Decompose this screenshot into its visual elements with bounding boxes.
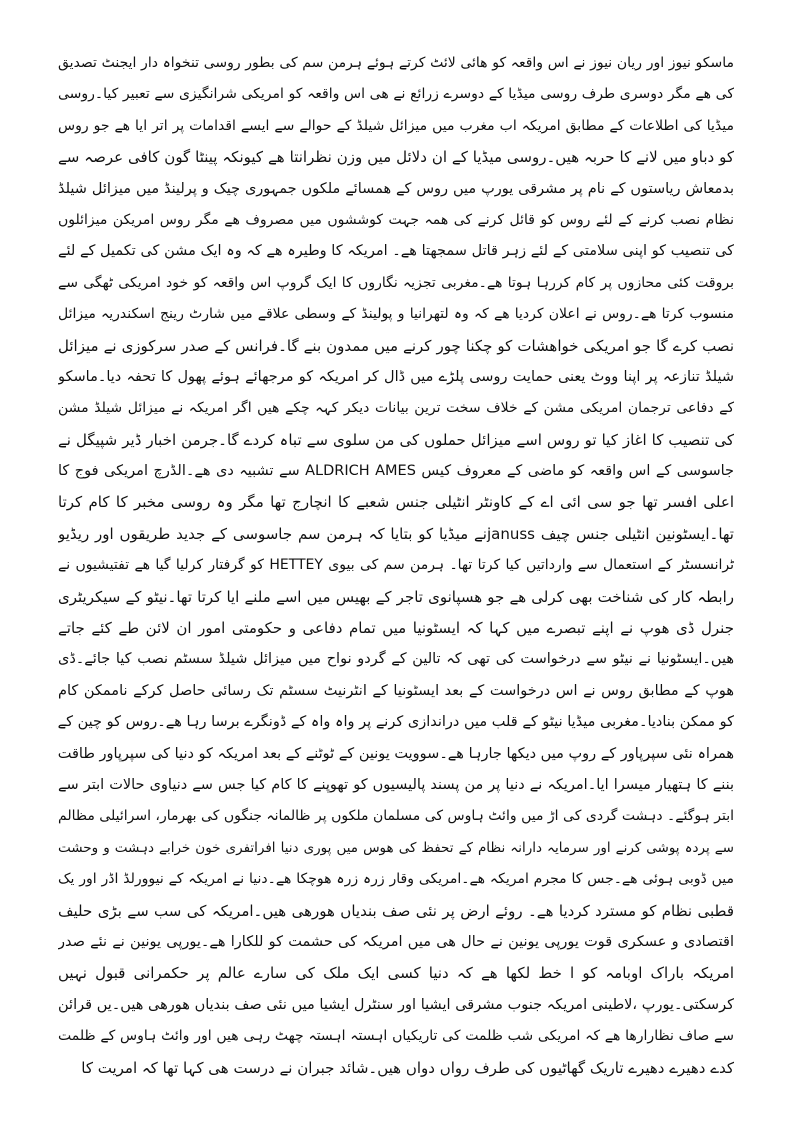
text-line: بروقت کئی محازوں پر کام کررہا ہوتا ھے۔مغربی تجزیہ نگاروں کا ایک گروپ اس واقعہ کو خود امریکی ٹھگی سے <box>58 274 734 291</box>
text-line: اقتصادی و عسکری قوت یورپی یونین نے حال ھی میں امریکہ کی حشمت کو للکارا ھے۔یورپی یونین نے نئے صدر <box>58 933 734 950</box>
text-line: منسوب کرتا ھے۔روس نے اعلان کردیا ھے کہ وہ لتھرانیا و پولینڈ کے وسطی علاقے میں شارٹ رینج اسکندریہ میزائل <box>58 306 734 323</box>
text-line: بننے کا ہتھیار میسرا ایا۔امریکہ نے دنیا پر من پسند پالیسیوں کو تھوپنے کا کام کیا جس سے دنیاوی حالات ابتر سے <box>58 776 734 793</box>
text-line: کو دباو میں لانے کا حربہ ھیں۔روسی میڈیا کے ان دلائل میں وزن نظرانتا ھے کیونکہ پینٹا گون کافی عرصہ سے <box>58 148 734 167</box>
text-line: سے صاف نظارارھا ھے کہ امریکی شب ظلمت کی تاریکیاں اہستہ اہستہ چھٹ رہی ھیں اور وائٹ ہاوس کے ظلمت <box>58 1028 734 1045</box>
text-line: کرسکتی۔یورپ ،لاطینی امریکہ جنوب مشرقی ایشیا اور سنٹرل ایشیا میں نئی صف بندیاں ھورھی ھیں۔یں قرائن <box>58 996 734 1013</box>
text-line: کی تنصیب کو اپنی سلامتی کے لئے زہر قاتل سمجھتا ھے۔ امریکہ کا وطیرہ ھے کہ وہ ایک مشن کی تکمیل کے لئے <box>58 243 734 260</box>
text-line: میڈیا کی اطلاعات کے مطابق امریکہ اب مغرب میں میزائل شیلڈ کے حوالے سے ایسے اقدامات پر اتر ایا ھے جو روس <box>58 117 734 134</box>
text-line: میں ڈوبی ہوئی ھے۔جس کا مجرم امریکہ ھے۔امریکی وقار زرہ زرہ ھوچکا ھے۔دنیا نے امریکہ کے نیوورلڈ اڈر اور یک <box>58 871 734 888</box>
text-line: ھمراہ نئی سپرپاور کے روپ میں دیکھا جارہا ھے۔سوویت یونین کے ٹوٹنے کے بعد امریکہ کو دنیا کی سپرپاور طاقت <box>58 745 734 762</box>
text-line: جاسوسی کے اس واقعہ کو ماضی کے معروف کیس ALDRICH AMES سے تشبیہ دی ھے۔الڈرچ امریکی فوج کا <box>58 463 734 480</box>
text-line: اعلی افسر تھا جو سی ائی اے کے کاونٹر انٹیلی جنس شعبے کا انچارج تھا مگر وہ روسی مخبر کا کام کرتا <box>58 493 734 512</box>
text-line: امریکہ باراک اوبامہ کو ا خط لکھا ھے کہ دنیا کسی ایک ملک کی سارے عالم پر حکمرانی قبول نہیں <box>58 964 734 983</box>
text-line: نصب کرے گا جو امریکی خواھشات کو چکنا چور کرنے میں ممدون بنے گا۔فرانس کے صدر سرکوزی نے میزائل <box>58 336 734 355</box>
text-line: شیلڈ تنازعہ پر اپنا ووٹ یعنی حمایت روسی پلڑے میں ڈال کر امریکہ کو مرجھائے ہوئے پھول کا تحفہ دیا۔ماسکو <box>58 368 734 385</box>
text-line: ٹرانسسٹر کے استعمال سے وارداتیں کیا کرتا تھا۔ ہرمن سم کی بیوی HETTEY کو گرفتار کرلیا گیا ھے تفتیشیوں نے <box>58 557 734 574</box>
text-line: کدے دھیرے دھیرے تاریک گھاٹیوں کی طرف رواں دواں ھیں۔شائد جبران نے درست ھی کہا تھا کہ امریت کا <box>81 1058 734 1077</box>
article-body <box>58 48 734 1084</box>
text-line: قطبی نظام کو مسترد کردیا ھے۔ روئے ارض پر نئی صف بندیاں ھورھی ھیں۔امریکہ کی سب سے بڑی حلیف <box>58 901 734 920</box>
text-line: کی ھے مگر دوسری طرف روسی میڈیا کے دوسرے زرائع نے ھی اس واقعہ کو امریکی شرانگیزی سے تعبیر کیا۔روسی <box>58 86 734 103</box>
text-line: سے پردہ پوشی کرنے اور سرمایہ دارانہ نظام کے تحفظ کی ھوس میں پوری دنیا افراتفری خون خرابے دہشت و وحشت <box>58 839 734 856</box>
text-line: رابطہ کار کی شناخت بھی کرلی ھے جو ھسپانوی تاجر کے بھیس میں اسے ملنے ایا کرتا تھا۔نیٹو کے سیکریٹری <box>58 587 734 606</box>
text-line: کو ممکن بنادیا۔مغربی میڈیا نیٹو کے قلب میں دراندازی کرنے پر واہ واہ کے ڈونگرے برسا رہا ھے۔روس کو چین کے <box>58 714 734 731</box>
text-line: کی تنصیب کا اغاز کیا تو روس اسے میزائل حملوں کی من سلوی سے تباہ کردے گا۔جرمن اخبار ڈیر شپیگل نے <box>58 430 734 449</box>
text-line: تھا۔ایسٹونین انٹیلی جنس چیف janussنے میڈیا کو بتایا کہ ہرمن سم جاسوسی کے جدید طریقوں اور ریڈیو <box>58 524 734 543</box>
text-line: ھیں۔ایسٹونیا نے نیٹو سے درخواست کی تھی کہ تالین کے گردو نواح میں میزائل شیلڈ سسٹم نصب کیا جائے۔ڈی <box>58 651 734 668</box>
text-line: ابتر ہوگئے۔ دہشت گردی کی اڑ میں وائٹ ہاوس کی مسلمان ملکوں پر ظالمانہ جنگوں کی بھرمار، اسرائیلی مظالم <box>58 808 734 825</box>
text-line: نظام نصب کرنے کے لئے روس کو قائل کرنے کی ھمہ جہت کوششوں میں مصروف ھے مگر روس امریکن میزائلوں <box>58 211 734 228</box>
text-line: ماسکو نیوز اور ریان نیوز نے اس واقعہ کو ھائی لائٹ کرتے ہوئے ہرمن سم کی بطور روسی تنخواہ دار ایجنٹ تصدیق <box>58 55 734 71</box>
text-line: کے دفاعی ترجمان امریکی مشن کے خلاف سخت ترین بیانات دیکر کہہ چکے ھیں اگر امریکہ نے میزائل شیلڈ مشن <box>58 400 734 417</box>
text-line: ھوپ کے مطابق روس نے اس درخواست کے بعد ایسٹونیا کے انٹرنیٹ سسٹم تک رسائی حاصل کرکے ناممکن کام <box>58 682 734 699</box>
text-line: بدمعاش ریاستوں کے نام پر مشرقی یورپ میں روس کے ھمسائے ملکوں جمہوری چیک و پرلینڈ میں میزائل شیلڈ <box>58 180 734 197</box>
text-line: جنرل ڈی ھوپ نے اپنے تبصرے میں کہا کہ ایسٹونیا میں تمام دفاعی و حکومتی امور ان لائن طے کئے جاتے <box>58 619 734 638</box>
